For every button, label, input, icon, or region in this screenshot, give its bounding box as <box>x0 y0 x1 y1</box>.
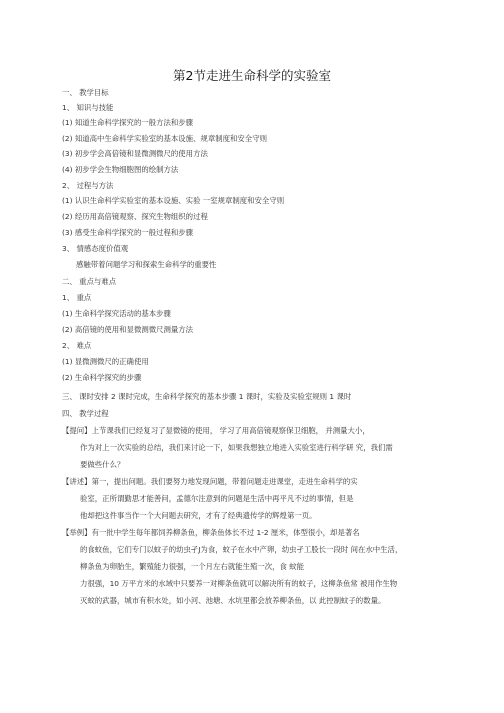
section-heading: 一、 教学目标 <box>62 88 109 97</box>
list-item: (2) 高倍镜的使用和显微测微尺测量方法 <box>62 325 194 334</box>
subsection-heading: 1、 重点 <box>62 293 92 302</box>
section-heading: 三、 课时安排 2 课时完成，生命科学探究的基本步骤 1 课时，实验及实验室规则 1 课时 <box>62 392 352 401</box>
subsection-heading: 2、 难点 <box>62 341 92 350</box>
list-item: (2) 生命科学探究的步骤 <box>62 373 142 382</box>
paragraph: 力很强，10 万平方米的水域中只要养一对柳条鱼就可以解决所有的蚊子，这柳条鱼常 被用作生物 <box>80 579 398 588</box>
subsection-heading: 2、 过程与方法 <box>62 181 114 190</box>
list-item: (2) 经历用高倍镜观察、探究生物组织的过程 <box>62 212 208 221</box>
paragraph: 作为对上一次实验的总结，我们来讨论一下，如果我想独立地进入实验室进行科学研 究，我们需 <box>80 443 393 452</box>
paragraph: 【提问】上节课我们已经复习了显微镜的使用， 学习了用高倍镜观察保卫细胞， 并测量大小， <box>62 426 370 435</box>
list-item: (3) 感受生命科学探究的一般过程和步骤 <box>62 228 194 237</box>
page-title: 第2节走进生命科学的实验室 <box>173 68 331 83</box>
paragraph: 他却把这件事当作一个大问题去研究，才有了经典遗传学的辉煌第一页。 <box>80 511 317 520</box>
paragraph: 柳条鱼为卵胎生，繁殖能力很强，一个月左右就能生殖一次，食 蚊能 <box>80 562 305 571</box>
list-item: (1) 显微测微尺的正确使用 <box>62 357 149 366</box>
paragraph: 验室，正所谓勤思才能善问，孟德尔注意到的问题是生活中再平凡不过的事情，但是 <box>80 494 354 503</box>
paragraph: 感触带着问题学习和探索生命科学的重要性 <box>76 260 217 269</box>
section-heading: 二、 重点与难点 <box>62 277 117 286</box>
list-item: (1) 生命科学探究活动的基本步骤 <box>62 309 171 318</box>
paragraph: 的食蚊鱼，它们专门以蚊子的幼虫孑J为食，蚊子在水中产卵，幼虫孑工股长一段时 间在水中生活， <box>80 545 403 554</box>
list-item: (4) 初步学会生物细胞图的绘制方法 <box>62 165 179 174</box>
paragraph: 灭蚊的武器，城市有积水处，如小河、池塘、水坑里都会放养柳条鱼，以 此控制蚊子的数量。 <box>80 596 386 605</box>
paragraph: 要做些什么？ <box>80 460 125 469</box>
subsection-heading: 3、 情感态度价值观 <box>62 244 129 253</box>
paragraph: 【举例】有一批中学生每年都饲养柳条鱼，柳条鱼体长不过 1-2 厘米，体型很小，却是著名 <box>62 528 360 537</box>
paragraph: 【讲述】第一，提出问题。我们要努力地发现问题，带着问题走进课堂，走进生命科学的实 <box>62 477 358 486</box>
list-item: (1) 知道生命科学探究的一般方法和步骤 <box>62 118 194 127</box>
list-item: (2) 知道高中生命科学实验室的基本设施、规章制度和安全守则 <box>62 134 267 143</box>
list-item: (1) 认识生命科学实验室的基本设施、实验 一室规章制度和安全守则 <box>62 196 285 205</box>
subsection-heading: 1、 知识与技能 <box>62 103 114 112</box>
list-item: (3) 初步学会高倍镜和显微测微尺的使用方法 <box>62 149 208 158</box>
section-heading: 四、 教学过程 <box>62 409 109 418</box>
